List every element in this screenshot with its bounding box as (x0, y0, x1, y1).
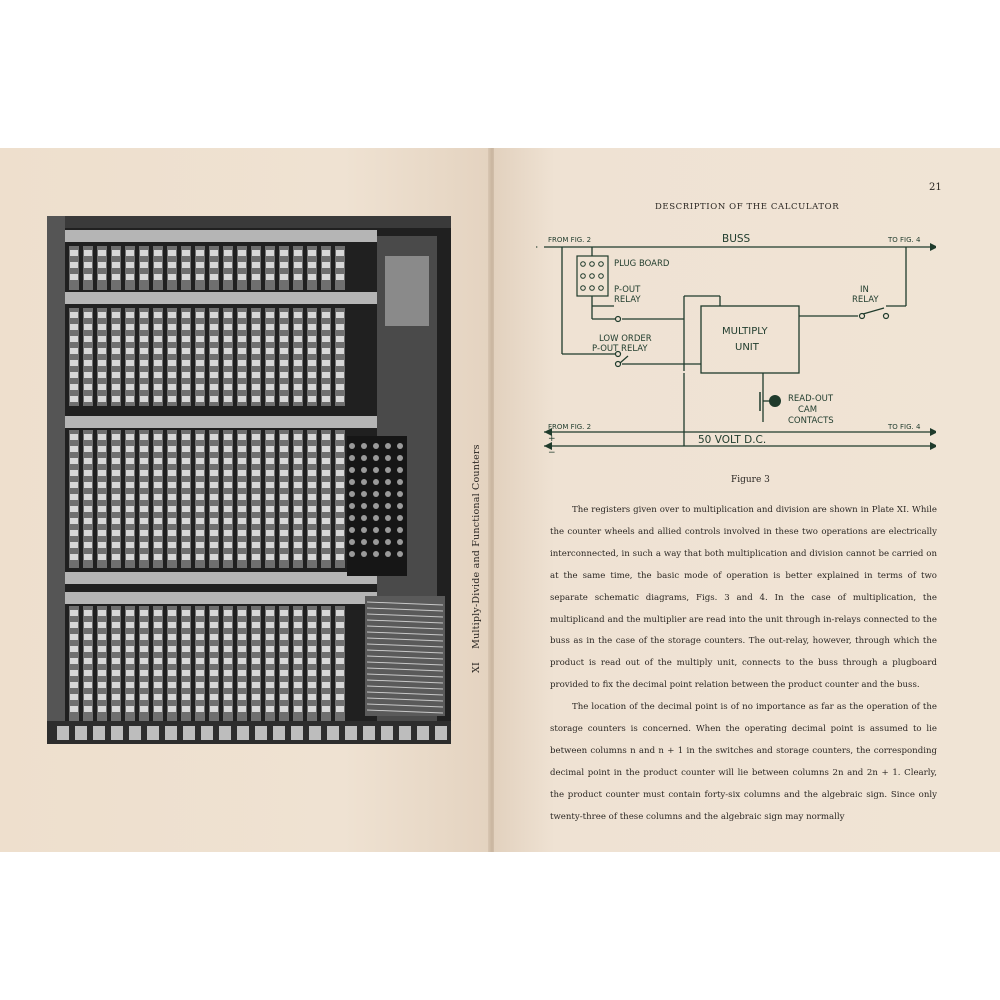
label-read-out: READ-OUT (788, 394, 834, 404)
body-text (550, 500, 937, 829)
label-relay-right: RELAY (852, 295, 879, 305)
label-low-order: LOW ORDER (599, 334, 652, 344)
label-unit: UNIT (735, 342, 759, 353)
label-contacts: CONTACTS (788, 416, 834, 426)
label-relay-left: RELAY (614, 295, 641, 305)
paragraph: The location of the decimal point is of no importance as far as the operation of the storage counters is concerned. When the operating decimal point is assumed to lie between columns n and n + 1 in the switches and storage counters, the corresponding decimal point in the product counter will lie between columns 2n and 2n + 1. Clearly, the product counter must contain forty-six columns and the algebraic sign. Since only twenty-three of these columns and the algebraic sign may normally (550, 702, 937, 822)
label-to-fig4-top: TO FIG. 4 (888, 236, 921, 244)
page-number: 21 (929, 182, 942, 193)
label-to-fig4-bottom: TO FIG. 4 (888, 423, 921, 431)
label-in: IN (860, 285, 869, 295)
figure-caption: Figure 3 (731, 475, 770, 485)
plate-caption (471, 444, 482, 673)
label-minus: − (548, 448, 556, 456)
label-p-out: P-OUT (614, 285, 641, 295)
plate-caption-number: XI (471, 662, 482, 673)
label-plug-board: PLUG BOARD (614, 259, 670, 269)
label-multiply: MULTIPLY (722, 326, 768, 337)
figure-3-schematic (536, 226, 936, 456)
label-fifty-volt: 50 VOLT D.C. (698, 434, 767, 446)
plate-photograph (47, 216, 451, 744)
left-page (0, 148, 490, 852)
label-p-out-relay: P-OUT RELAY (592, 344, 648, 354)
plate-caption-text: Multiply-Divide and Functional Counters (471, 444, 482, 649)
label-cam: CAM (798, 405, 818, 415)
label-from-fig2-top: FROM FIG. 2 (548, 236, 592, 244)
label-plus: + (548, 434, 556, 444)
running-head: DESCRIPTION OF THE CALCULATOR (655, 202, 840, 212)
label-buss: BUSS (722, 233, 751, 245)
label-from-fig2-bottom: FROM FIG. 2 (548, 423, 592, 431)
paragraph: The registers given over to multiplication and division are shown in Plate XI. While the counter wheels and allied controls involved in these two operations are electrically interconnected, in such a way that both multiplication and division cannot be carried on at the same time, the basic mode of operation is better explained in terms of two separate schematic diagrams, Figs. 3 and 4. In the case of multiplication, the multiplicand and the multiplier are read into the unit through in-relays connected to the buss as in the case of the storage counters. The out-relay, however, through which the product is read out of the multiply unit, connects to the buss through a plugboard provided to fix the decimal point relation between the product counter and the buss. (550, 505, 937, 691)
